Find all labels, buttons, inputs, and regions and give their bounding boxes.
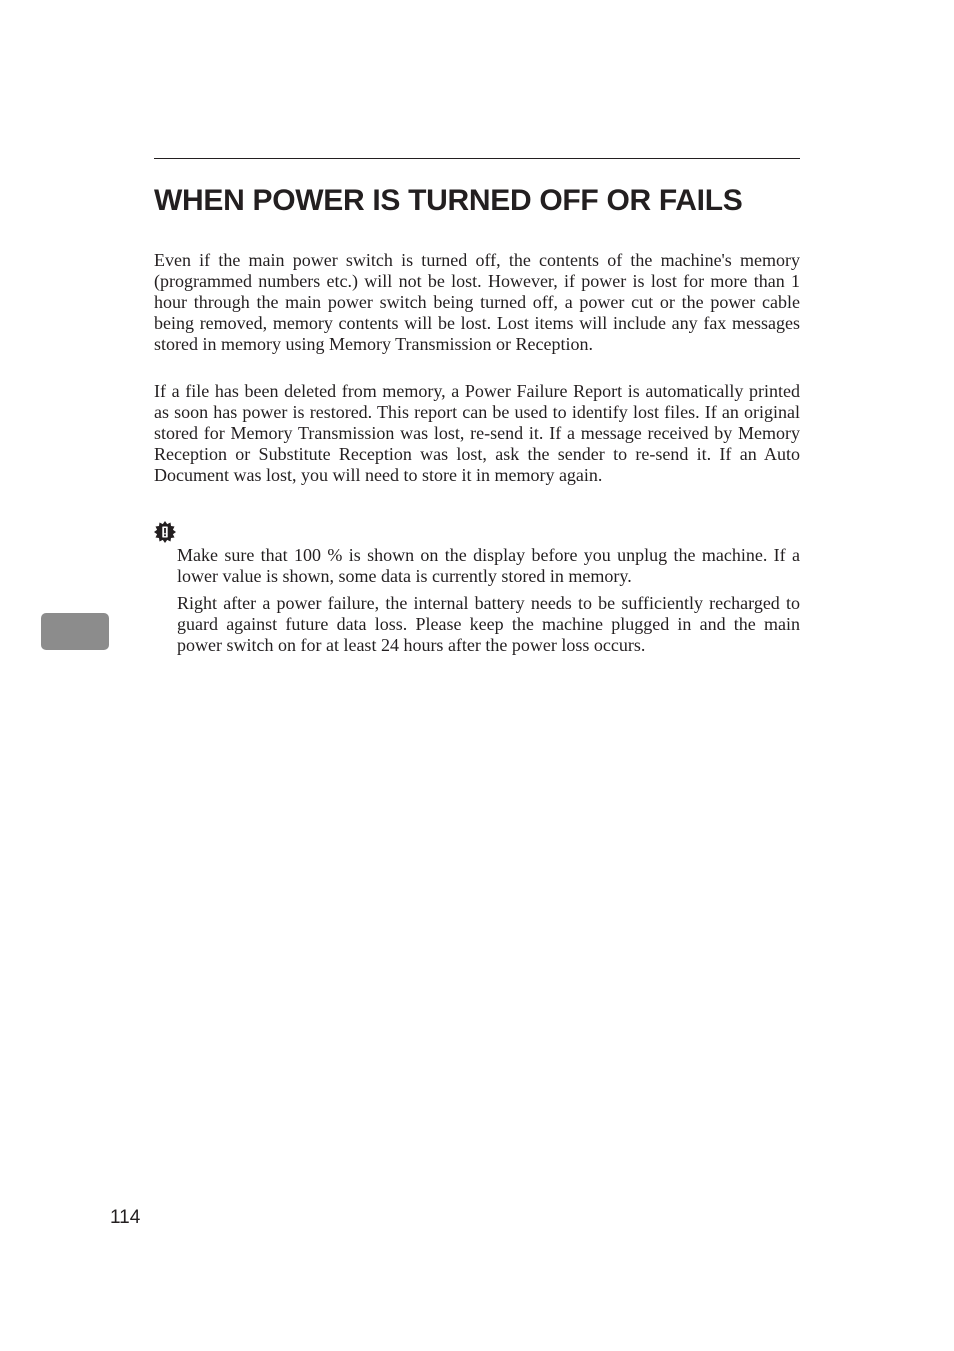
- header-rule: [154, 158, 800, 159]
- body-paragraph: If a file has been deleted from memory, a Power Failure Report is automatically printed as soon has power is restored. This report can be used to identify lost files. If an original stored for Memory Transmission was lost, re-send it. If a message received by Memory Reception or Substitute Reception was lost, ask the sender to re-send it. If an Auto Document was lost, you will need to store it in memory again.: [154, 381, 800, 485]
- important-seal-icon: [154, 521, 176, 543]
- important-note: Make sure that 100 % is shown on the display before you unplug the machine. If a lower value is shown, some data is currently stored in memory.: [177, 545, 800, 586]
- chapter-tab: [41, 613, 109, 650]
- page-title: WHEN POWER IS TURNED OFF OR FAILS: [154, 184, 743, 217]
- body-paragraph: Even if the main power switch is turned off, the contents of the machine's memory (programmed numbers etc.) will not be lost. However, if power is lost for more than 1 hour through the main power switch being turned off, a power cut or the power cable being removed, memory contents will be lost. Lost items will include any fax messages stored in memory using Memory Transmission or Reception.: [154, 250, 800, 354]
- important-note: Right after a power failure, the internal battery needs to be sufficiently recharged to guard against future data loss. Please keep the machine plugged in and the main power switch on for at least 24 hours after the power loss occurs.: [177, 593, 800, 655]
- page-number: 114: [110, 1207, 141, 1228]
